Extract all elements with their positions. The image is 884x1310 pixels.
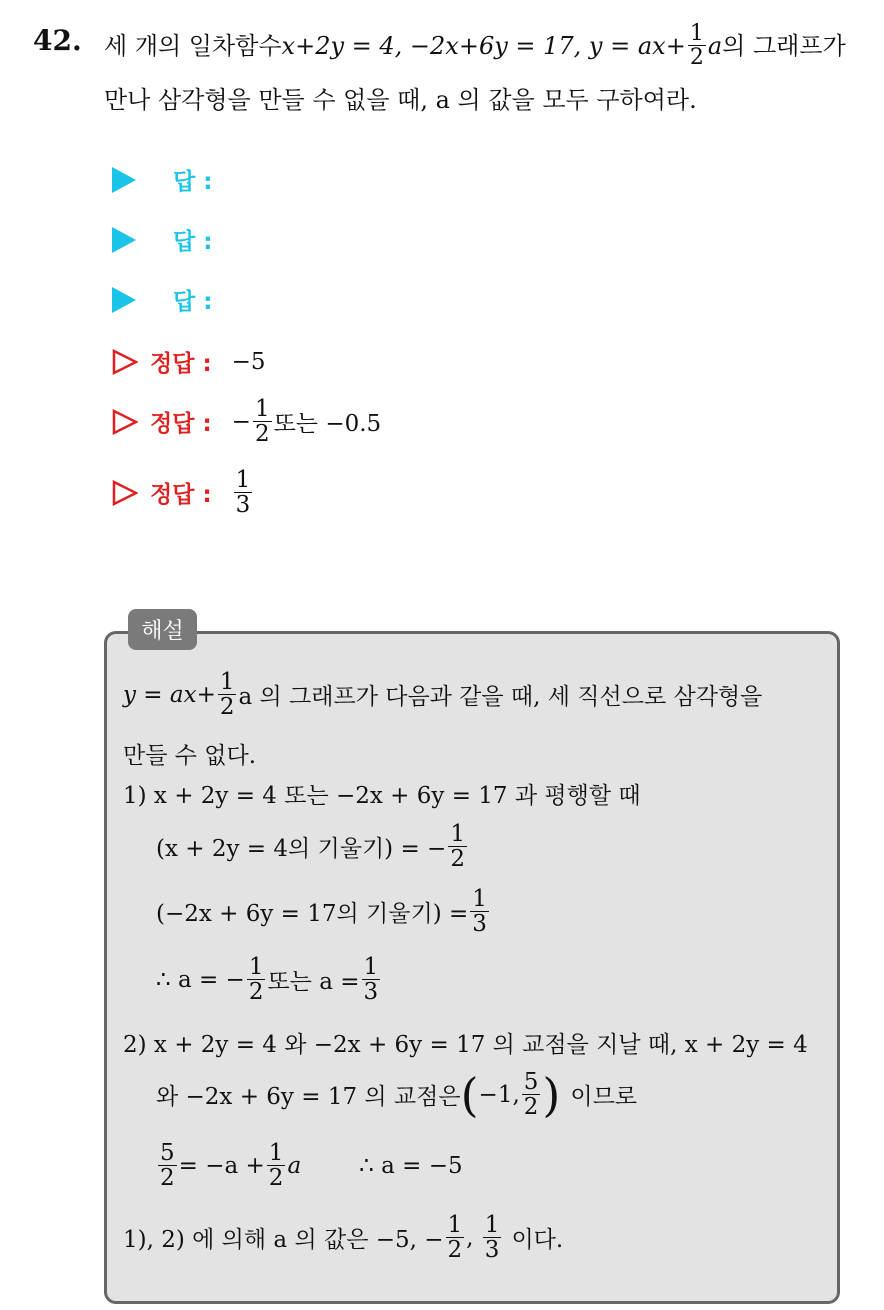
solution-fraction <box>158 1141 177 1190</box>
answer-blank-row[interactable] <box>112 163 212 196</box>
fraction-numerator: 1 <box>363 954 379 980</box>
solution-fraction <box>446 1213 465 1262</box>
fraction-denominator: 3 <box>472 911 487 938</box>
answer-label: 답 : <box>173 289 213 315</box>
solution-math: = −a + <box>178 1152 265 1179</box>
solution-fraction <box>483 1213 502 1262</box>
question-line-2: 만나 삼각형을 만들 수 없을 때, a 의 값을 모두 구하여라. <box>104 86 697 114</box>
correct-answer-row <box>112 397 381 446</box>
solution-line-10 <box>123 1213 563 1262</box>
fraction-denominator: 3 <box>484 1237 500 1264</box>
play-arrow-icon <box>112 227 136 253</box>
solution-line-9 <box>156 1141 463 1190</box>
fraction-denominator: 2 <box>450 846 465 873</box>
answer-fraction <box>253 397 272 446</box>
solution-fraction <box>267 1141 286 1190</box>
solution-text: 이다. <box>511 1227 564 1254</box>
solution-line-7: 2) x + 2y = 4 와 −2x + 6y = 17 의 교점을 지날 때, x + 2y = 4 <box>123 1032 808 1058</box>
question-text-end: 의 그래프가 <box>722 31 846 60</box>
fraction-numerator: 1 <box>254 396 270 422</box>
correct-answer-value: −5 <box>231 348 266 375</box>
answer-blank-row[interactable] <box>112 223 212 256</box>
fraction-numerator: 1 <box>248 954 264 980</box>
triangle-outline-icon <box>112 349 138 375</box>
triangle-outline-icon <box>112 480 138 506</box>
solution-text: 또는 a = <box>267 969 360 996</box>
fraction-denominator: 3 <box>363 979 379 1006</box>
fraction-numerator: 1 <box>235 467 251 493</box>
solution-fraction <box>218 670 237 719</box>
solution-fraction <box>522 1070 541 1119</box>
solution-line-8 <box>156 1067 638 1122</box>
solution-conclusion: ∴ a = −5 <box>359 1152 463 1179</box>
solution-line-4 <box>156 822 469 871</box>
solution-text: 1), 2) 에 의해 a 의 값은 −5, − <box>123 1227 444 1254</box>
question-line-1 <box>104 22 846 69</box>
play-arrow-icon <box>112 167 136 193</box>
fraction-denominator: 2 <box>254 421 270 448</box>
solution-math: −1, <box>478 1081 520 1108</box>
correct-answer-label: 정답 : <box>150 411 212 438</box>
solution-line-6 <box>156 955 382 1004</box>
answer-label: 답 : <box>173 229 213 255</box>
fraction-numerator: 1 <box>450 821 465 847</box>
question-variable: a <box>707 31 723 60</box>
fraction-numerator: 5 <box>160 1140 175 1166</box>
correct-answer-value <box>232 468 255 517</box>
fraction-numerator: 5 <box>523 1069 539 1095</box>
paren-open: ( <box>460 1067 479 1122</box>
solution-text: (x + 2y = 4의 기울기) = − <box>156 836 447 863</box>
play-arrow-icon <box>112 287 136 313</box>
fraction-numerator: 1 <box>689 21 704 46</box>
correct-answer-label: 정답 : <box>150 351 212 377</box>
solution-text: a 의 그래프가 다음과 같을 때, 세 직선으로 삼각형을 <box>238 684 763 711</box>
fraction-denominator: 3 <box>235 492 251 519</box>
fraction-numerator: 1 <box>447 1212 463 1238</box>
correct-answer-row <box>112 345 266 378</box>
solution-math: a <box>287 1152 302 1179</box>
solution-line-1 <box>123 670 762 719</box>
solution-text: ∴ a = − <box>156 966 245 993</box>
solution-fraction <box>247 955 266 1004</box>
solution-fraction <box>448 822 467 871</box>
correct-answer-label: 정답 : <box>150 482 212 509</box>
correct-answer-row <box>112 468 254 517</box>
question-fraction <box>688 22 706 69</box>
fraction-numerator: 1 <box>219 669 235 695</box>
fraction-denominator: 2 <box>248 979 264 1006</box>
question-text: 세 개의 일차함수 <box>104 31 282 60</box>
fraction-denominator: 2 <box>447 1237 463 1264</box>
paren-close: ) <box>542 1067 561 1122</box>
fraction-numerator: 1 <box>268 1140 284 1166</box>
solution-fraction <box>470 887 489 936</box>
answer-blank-row[interactable] <box>112 283 212 316</box>
correct-answer-value <box>232 397 382 446</box>
solution-text: 이므로 <box>570 1084 638 1111</box>
fraction-denominator: 2 <box>160 1165 175 1192</box>
solution-tag: 해설 <box>128 609 197 650</box>
answer-fraction <box>234 468 253 517</box>
question-equations: x+2y = 4, −2x+6y = 17, y = ax+ <box>281 31 686 60</box>
solution-fraction <box>362 955 381 1004</box>
solution-text: (−2x + 6y = 17의 기울기) = <box>156 901 469 928</box>
fraction-numerator: 1 <box>472 886 487 912</box>
solution-line-2: 만들 수 없다. <box>123 743 257 769</box>
triangle-outline-icon <box>112 409 138 435</box>
question-number: 42. <box>33 24 82 57</box>
fraction-numerator: 1 <box>484 1212 500 1238</box>
fraction-denominator: 2 <box>523 1094 539 1121</box>
solution-text: 와 −2x + 6y = 17 의 교점은 <box>156 1084 461 1111</box>
answer-label: 답 : <box>173 169 213 195</box>
comma: , <box>466 1224 481 1251</box>
solution-line-3: 1) x + 2y = 4 또는 −2x + 6y = 17 과 평행할 때 <box>123 783 641 809</box>
solution-line-5 <box>156 887 491 936</box>
minus-sign: − <box>231 408 251 435</box>
answer-alt-text: 또는 −0.5 <box>273 411 382 438</box>
fraction-denominator: 2 <box>219 694 235 721</box>
fraction-denominator: 2 <box>689 45 704 71</box>
fraction-denominator: 2 <box>268 1165 284 1192</box>
solution-math: y = ax+ <box>123 681 216 708</box>
